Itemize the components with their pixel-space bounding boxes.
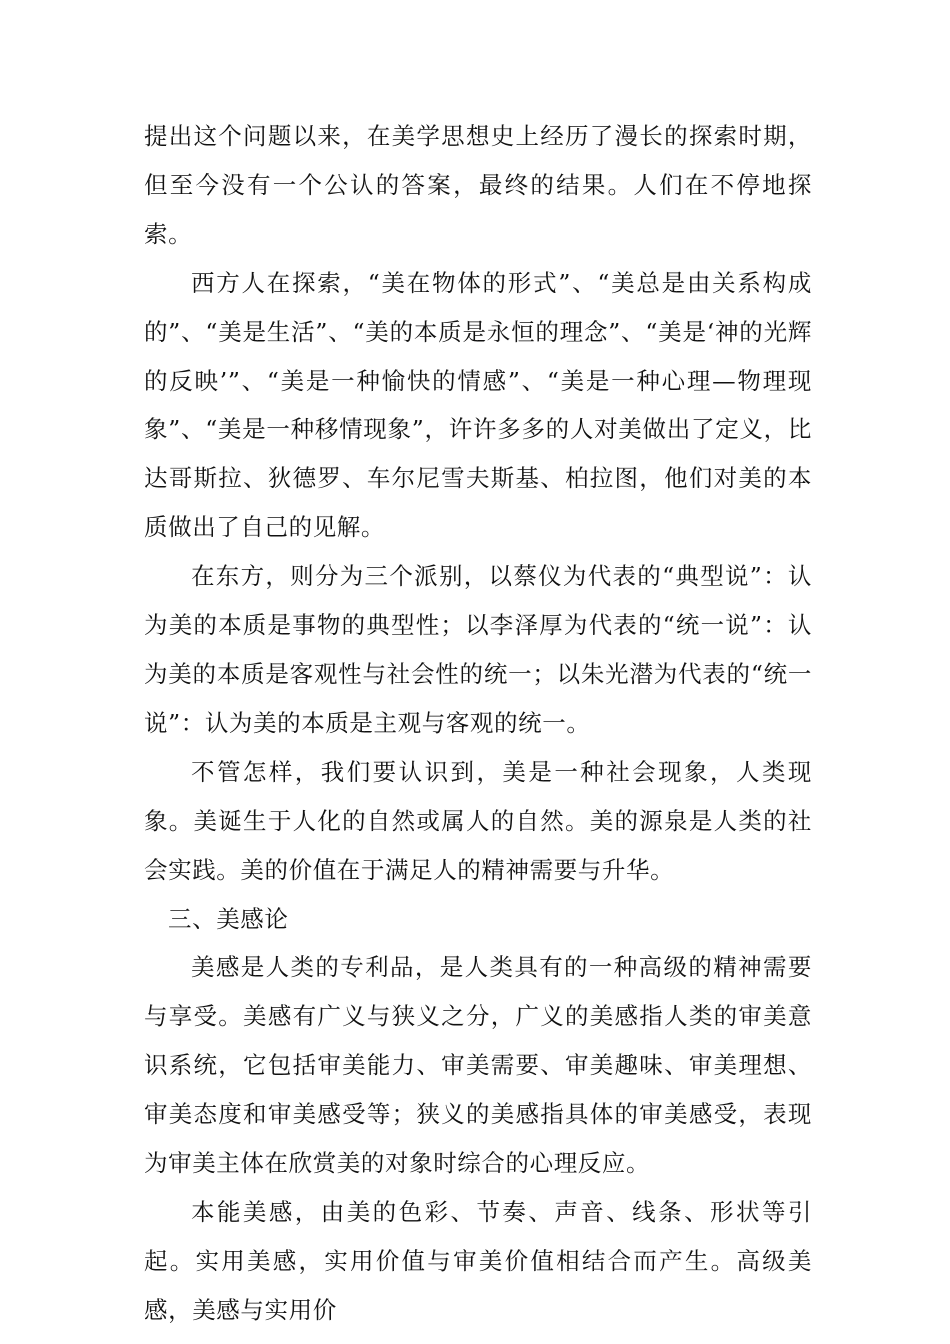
paragraph-summary: 不管怎样，我们要认识到，美是一种社会现象，人类现象。美诞生于人化的自然或属人的自然。美的源泉是人类的社会实践。美的价值在于满足人的精神需要与升华。	[144, 757, 812, 884]
paragraph-aesthetic-sense: 美感是人类的专利品，是人类具有的一种高级的精神需要与享受。美感有广义与狭义之分，广义的美感指人类的审美意识系统，它包括审美能力、审美需要、审美趣味、审美理想、审美态度和审美感受等；狭义的美感指具体的审美感受，表现为审美主体在欣赏美的对象时综合的心理反应。	[144, 953, 812, 1178]
paragraph-sense-types: 本能美感，由美的色彩、节奏、声音、线条、形状等引起。实用美感，实用价值与审美价值相结合而产生。高级美感，美感与实用价	[144, 1197, 812, 1324]
section-heading: 三、美感论	[168, 904, 289, 933]
document-body	[144, 112, 812, 1335]
paragraph-eastern-views: 在东方，则分为三个派别，以蔡仪为代表的“典型说”：认为美的本质是事物的典型性；以李泽厚为代表的“统一说”：认为美的本质是客观性与社会性的统一；以朱光潜为代表的“统一说”：认为美的本质是主观与客观的统一。	[144, 562, 812, 737]
paragraph-continuation: 提出这个问题以来，在美学思想史上经历了漫长的探索时期，但至今没有一个公认的答案，最终的结果。人们在不停地探索。	[144, 122, 812, 248]
paragraph-western-views: 西方人在探索，“美在物体的形式”、“美总是由关系构成的”、“美是生活”、“美的本质是永恒的理念”、“美是‘神的光辉的反映’”、“美是一种愉快的情感”、“美是一种心理—物理现象”、“美是一种移情现象”，许许多多的人对美做出了定义，比达哥斯拉、狄德罗、车尔尼雪夫斯基、柏拉图，他们对美的本质做出了自己的见解。	[144, 268, 812, 542]
